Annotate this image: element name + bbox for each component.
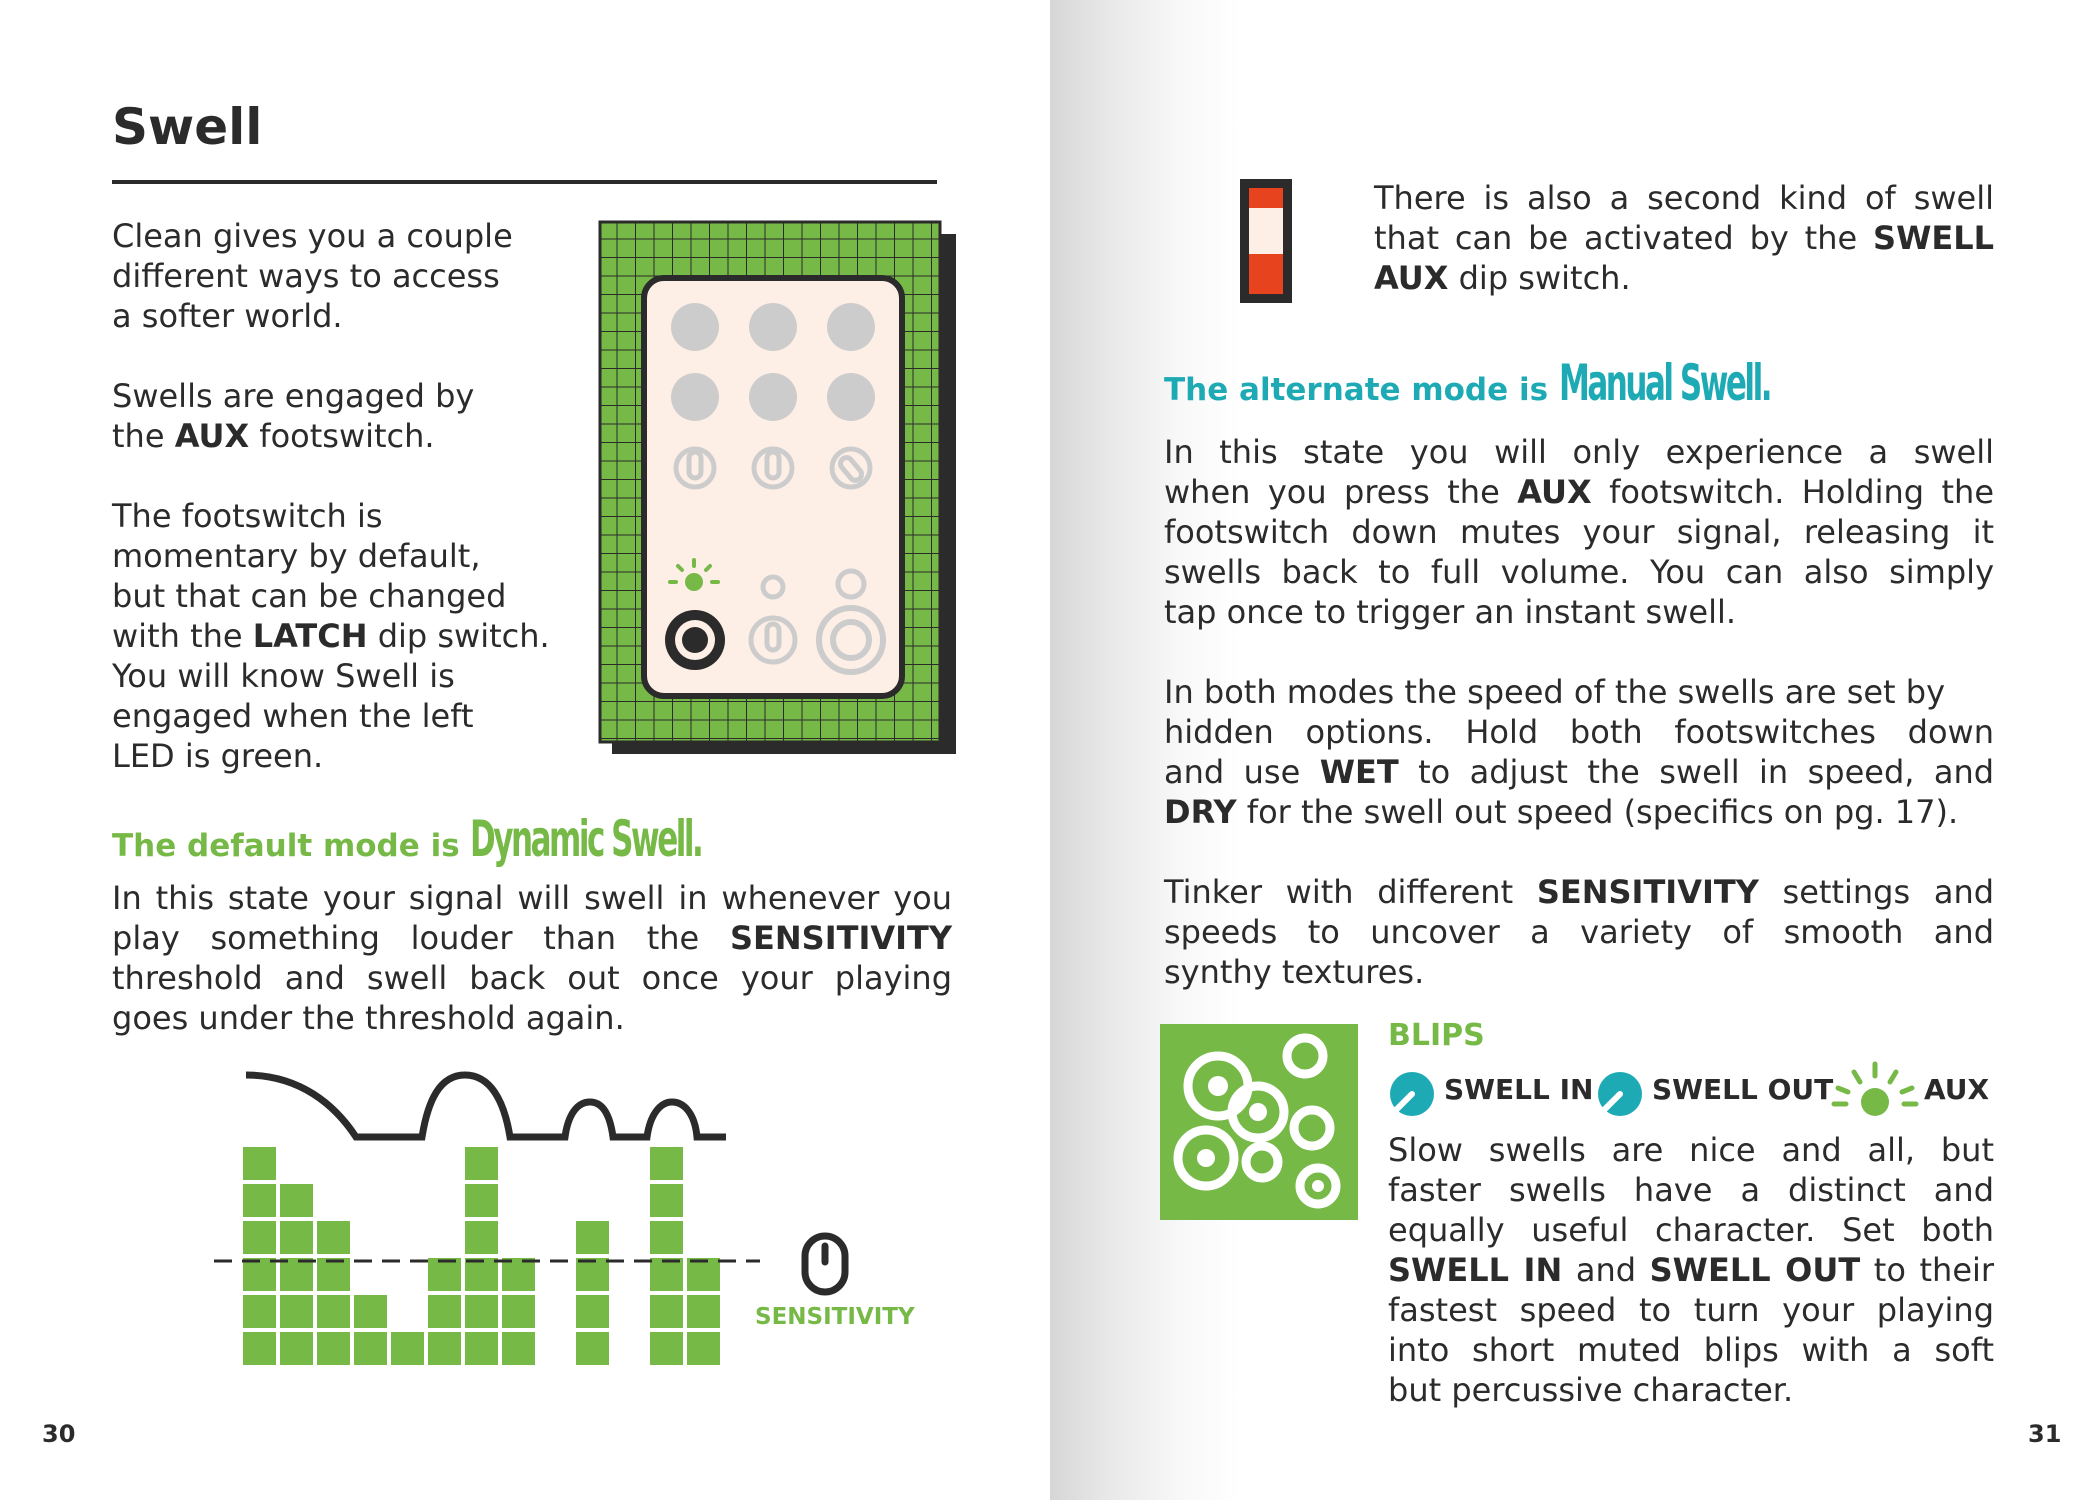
aux-led-icon [1830,1058,1920,1120]
knob-icon [827,373,875,421]
tinker-description: Tinker with different SENSITIVITY settings and speeds to uncover a variety of smooth and synthy textures. [1164,873,1995,991]
swell-in-knob-icon [1388,1070,1436,1118]
dip-switch-icon [1237,176,1297,306]
page-number-right: 31 [2028,1420,2062,1448]
alternate-mode-heading: The alternate mode is Manual Swell. [1164,354,1770,412]
footswitch-paragraph: The footswitch is momentary by default, but that can be changed with the LATCH dip switch. You will know Swell is engaged when the left LED is green. [112,497,550,775]
page-title: Swell [112,98,263,156]
manual-swell-description: In this state you will only experience a swell when you press the AUX footswitch. Holding the footswitch down mutes your signal, releasing it swells back to full volume. You can also simply tap once to trigger an instant swell. [1164,433,1995,631]
aux-footswitch-icon [665,610,725,670]
knob-icon [671,303,719,351]
pedal-illustration [598,220,958,760]
dynamic-swell-description: In this state your signal will swell in whenever you play something louder than the SENSITIVITY threshold and swell back out once your playing goes under the threshold again. [112,879,953,1037]
blips-title: BLIPS [1388,1018,1485,1053]
dynamic-swell-graphic [200,1060,760,1380]
knob-icon [749,303,797,351]
knob-icon [671,373,719,421]
aux-label: AUX [1924,1073,1990,1106]
engaged-paragraph: Swells are engaged by the AUX footswitch. [112,377,475,455]
knob-icon [827,303,875,351]
blips-preset-icon [1160,1024,1358,1220]
swell-in-label: SWELL IN [1444,1073,1594,1106]
swell-out-knob-icon [1596,1070,1644,1118]
sensitivity-label: SENSITIVITY [755,1304,915,1330]
intro-paragraph: Clean gives you a couple different ways to access a softer world. [112,217,513,335]
sensitivity-knob-icon [800,1232,854,1296]
title-rule [112,180,937,184]
speed-description: In both modes the speed of the swells are set by hidden options. Hold both footswitches down and use WET to adjust the swell in speed, and DRY for the swell out speed (specifics on pg. 17). [1164,673,1995,831]
default-mode-heading: The default mode is Dynamic Swell. [112,810,702,868]
envelope-line [246,1075,726,1137]
level-bars [243,1147,720,1365]
blips-description: Slow swells are nice and all, but faster swells have a distinct and equally useful character. Set both SWELL IN and SWELL OUT to their fastest speed to turn your playing into short muted blips with a soft but percussive character. [1388,1131,1995,1409]
right-page [1050,0,2100,1500]
dip-switch-text: There is also a second kind of swell that can be activated by the SWELL AUX dip switch. [1374,179,1995,297]
page-number-left: 30 [42,1420,76,1448]
swell-out-label: SWELL OUT [1652,1073,1834,1106]
knob-icon [749,373,797,421]
